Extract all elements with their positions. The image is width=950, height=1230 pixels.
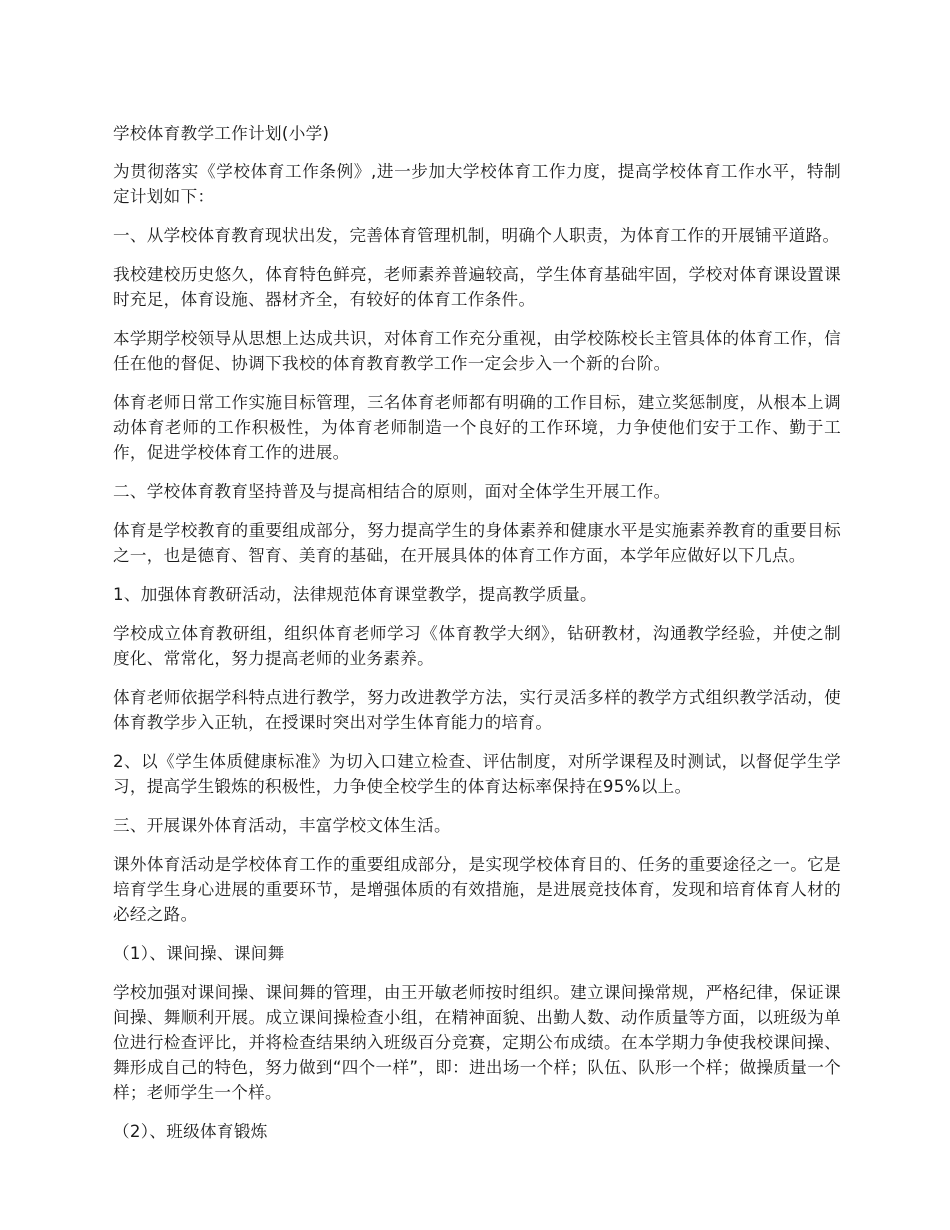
paragraph-intro: 为贯彻落实《学校体育工作条例》,进一步加大学校体育工作力度，提高学校体育工作水平，特制定计划如下： [113,162,841,206]
section-heading-3: 三、开展课外体育活动，丰富学校文体生活。 [113,816,451,835]
paragraph: 体育老师日常工作实施目标管理，三名体育老师都有明确的工作目标，建立奖惩制度，从根本上调动体育老师的工作积极性，为体育老师制造一个良好的工作环境，力争使他们安于工作、勤于工作，促进学校体育工作的进展。 [113,393,841,462]
document-title: 学校体育教学工作计划(小学) [113,124,330,143]
list-item-1: 1、加强体育教研活动，法律规范体育课堂教学，提高教学质量。 [113,585,597,604]
paragraph: 体育是学校教育的重要组成部分，努力提高学生的身体素养和健康水平是实施素养教育的重要目标之一，也是德育、智育、美育的基础，在开展具体的体育工作方面，本学年应做好以下几点。 [113,521,841,565]
paragraph: 课外体育活动是学校体育工作的重要组成部分，是实现学校体育目的、任务的重要途径之一。它是培育学生身心进展的重要环节，是增强体质的有效措施，是进展竞技体育，发现和培育体育人材的必经之路。 [113,855,841,924]
document-page [113,121,841,1158]
subheading-2: （2）、班级体育锻炼 [113,1122,268,1141]
paragraph: 学校加强对课间操、课间舞的管理，由王开敏老师按时组织。建立课间操常规，严格纪律，保证课间操、舞顺利开展。成立课间操检查小组，在精神面貌、出勤人数、动作质量等方面，以班级为单位进行检查评比，并将检查结果纳入班级百分竞赛，定期公布成绩。在本学期力争使我校课间操、舞形成自己的特色，努力做到“四个一样”，即：进出场一个样；队伍、队形一个样；做操质量一个样；老师学生一个样。 [113,983,841,1102]
paragraph: 我校建校历史悠久，体育特色鲜亮，老师素养普遍较高，学生体育基础牢固，学校对体育课设置课时充足，体育设施、器材齐全，有较好的体育工作条件。 [113,265,841,309]
paragraph: 体育老师依据学科特点进行教学，努力改进教学方法，实行灵活多样的教学方式组织教学活动，使体育教学步入正轨，在授课时突出对学生体育能力的培育。 [113,688,841,732]
section-heading-1: 一、从学校体育教育现状出发，完善体育管理机制，明确个人职责，为体育工作的开展铺平道路。 [113,226,840,245]
paragraph: 本学期学校领导从思想上达成共识，对体育工作充分重视，由学校陈校长主管具体的体育工作，信任在他的督促、协调下我校的体育教育教学工作一定会步入一个新的台阶。 [113,329,841,373]
subheading-1: （1）、课间操、课间舞 [113,944,285,963]
paragraph: 学校成立体育教研组，组织体育老师学习《体育教学大纲》，钻研教材，沟通教学经验，并使之制度化、常常化，努力提高老师的业务素养。 [113,624,841,668]
section-heading-2: 二、学校体育教育坚持普及与提高相结合的原则，面对全体学生开展工作。 [113,482,671,501]
list-item-2: 2、以《学生体质健康标准》为切入口建立检查、评估制度，对所学课程及时测试，以督促学生学习，提高学生锻炼的积极性，力争使全校学生的体育达标率保持在95%以上。 [113,752,841,796]
